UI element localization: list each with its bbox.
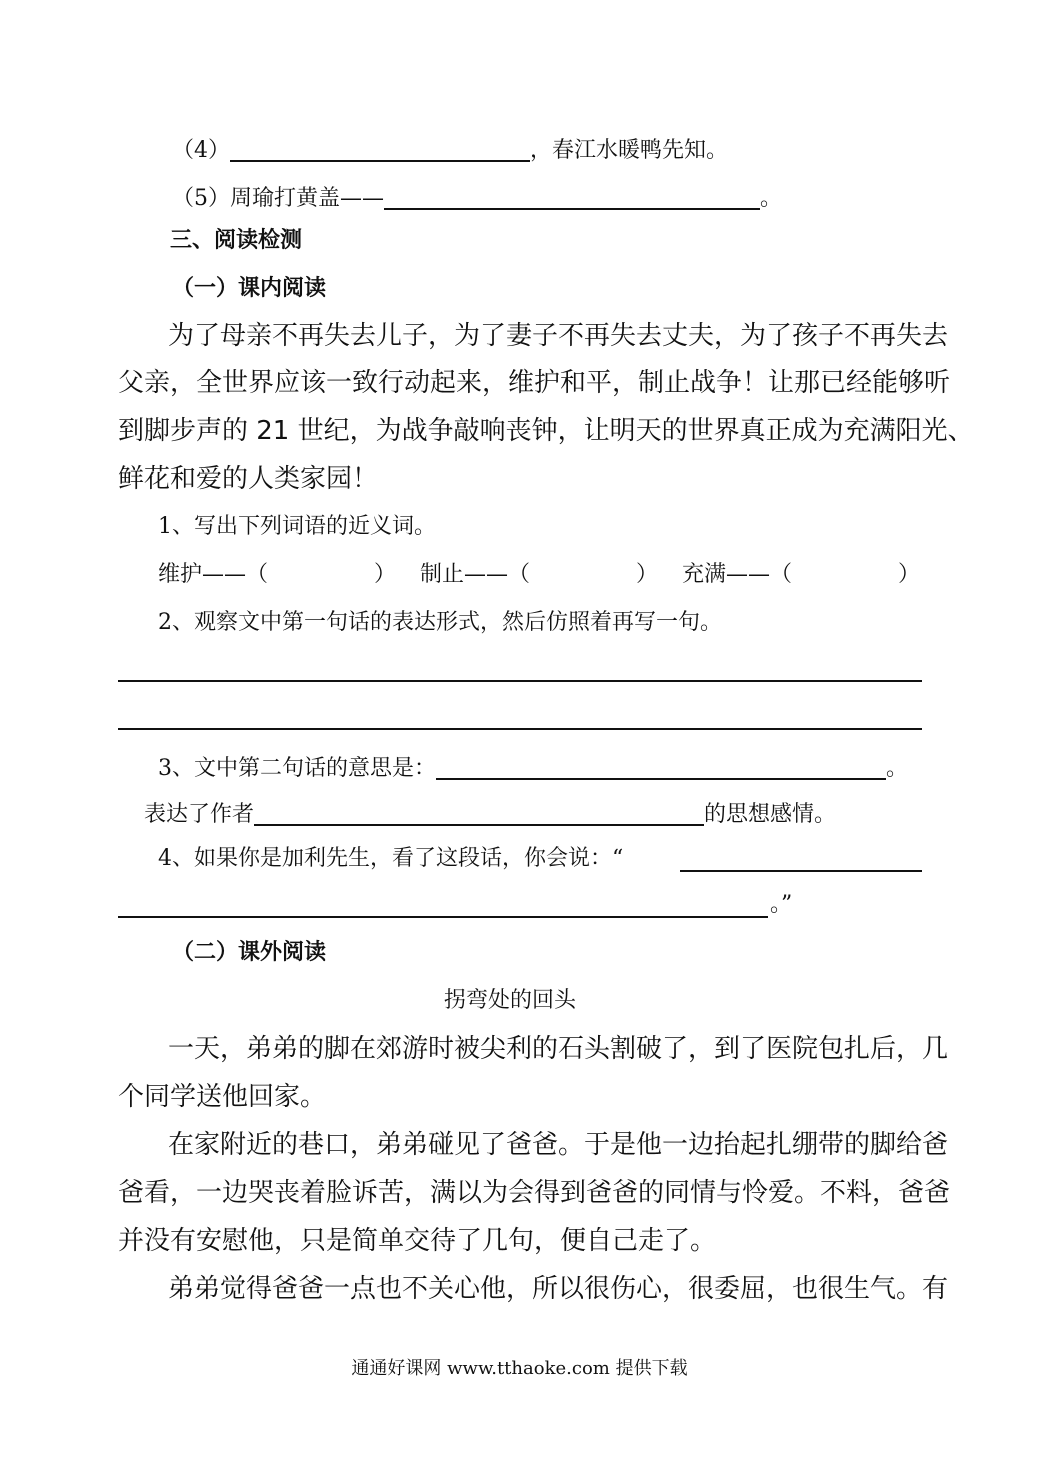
synonym-word: 制止——（ — [420, 562, 531, 587]
question-text: 表达了作者 — [144, 802, 255, 827]
answer-line[interactable] — [118, 728, 922, 730]
passage-line: 为了母亲不再失去儿子，为了妻子不再失去丈夫，为了孩子不再失去 — [168, 321, 949, 351]
passage-line: 到脚步声的 21 世纪，为战争敲响丧钟，让明天的世界真正成为充满阳光、 — [118, 416, 974, 446]
subsection-title: （一）课内阅读 — [172, 276, 327, 301]
passage-line: 鲜花和爱的人类家园！ — [118, 464, 379, 494]
synonym-1 — [158, 564, 396, 586]
close-paren: ） — [898, 562, 921, 587]
synonym-word: 充满——（ — [682, 562, 793, 587]
passage-line: 并没有安慰他，只是简单交待了几句，便自己走了。 — [118, 1226, 717, 1256]
close-paren: ） — [636, 562, 659, 587]
fill-item-4 — [172, 136, 728, 162]
passage-line: 在家附近的巷口，弟弟碰见了爸爸。于是他一边抬起扎绷带的脚给爸 — [168, 1130, 949, 1160]
answer-line[interactable] — [118, 680, 922, 682]
item-text: （5）周瑜打黄盖—— — [172, 186, 384, 211]
question-end: 。” — [770, 892, 793, 917]
page-footer: 通通好课网 www.tthaoke.com 提供下载 — [351, 1358, 688, 1379]
passage-line: 爸看，一边哭丧着脸诉苦，满以为会得到爸爸的同情与怜爱。不料，爸爸 — [118, 1178, 951, 1208]
item-number: （4） — [172, 138, 230, 163]
question-4 — [158, 848, 623, 870]
item-text: ，春江水暖鸭先知。 — [530, 138, 729, 163]
passage-line: 个同学送他回家。 — [118, 1082, 327, 1112]
question-3 — [158, 754, 908, 780]
question-1: 1、写出下列词语的近义词。 — [158, 514, 436, 539]
section-title: 三、阅读检测 — [170, 228, 303, 253]
question-2: 2、观察文中第一句话的表达形式，然后仿照着再写一句。 — [158, 610, 722, 635]
subsection-title: （二）课外阅读 — [172, 940, 327, 965]
answer-line[interactable] — [680, 870, 922, 872]
answer-blank[interactable] — [254, 800, 704, 826]
synonym-3 — [682, 564, 920, 586]
question-text: 3、文中第二句话的意思是： — [158, 756, 436, 781]
passage-line: 父亲，全世界应该一致行动起来，维护和平，制止战争！让那已经能够听 — [118, 368, 951, 398]
answer-line[interactable] — [118, 916, 768, 918]
answer-blank[interactable] — [436, 754, 886, 780]
question-end: 的思想感情。 — [704, 802, 837, 827]
close-paren: ） — [374, 562, 397, 587]
synonym-2 — [420, 564, 658, 586]
question-text: 4、如果你是加利先生，看了这段话，你会说：“ — [158, 846, 624, 871]
fill-item-5 — [172, 184, 782, 210]
passage-line: 弟弟觉得爸爸一点也不关心他，所以很伤心，很委屈，也很生气。有 — [168, 1274, 949, 1304]
passage-line: 一天，弟弟的脚在郊游时被尖利的石头割破了，到了医院包扎后，几 — [168, 1034, 949, 1064]
question-3b — [144, 800, 836, 826]
answer-blank[interactable] — [230, 136, 530, 162]
item-text: 。 — [760, 186, 783, 211]
question-end: 。 — [886, 756, 909, 781]
answer-blank[interactable] — [384, 184, 760, 210]
synonym-word: 维护——（ — [158, 562, 269, 587]
story-title: 拐弯处的回头 — [444, 988, 577, 1013]
